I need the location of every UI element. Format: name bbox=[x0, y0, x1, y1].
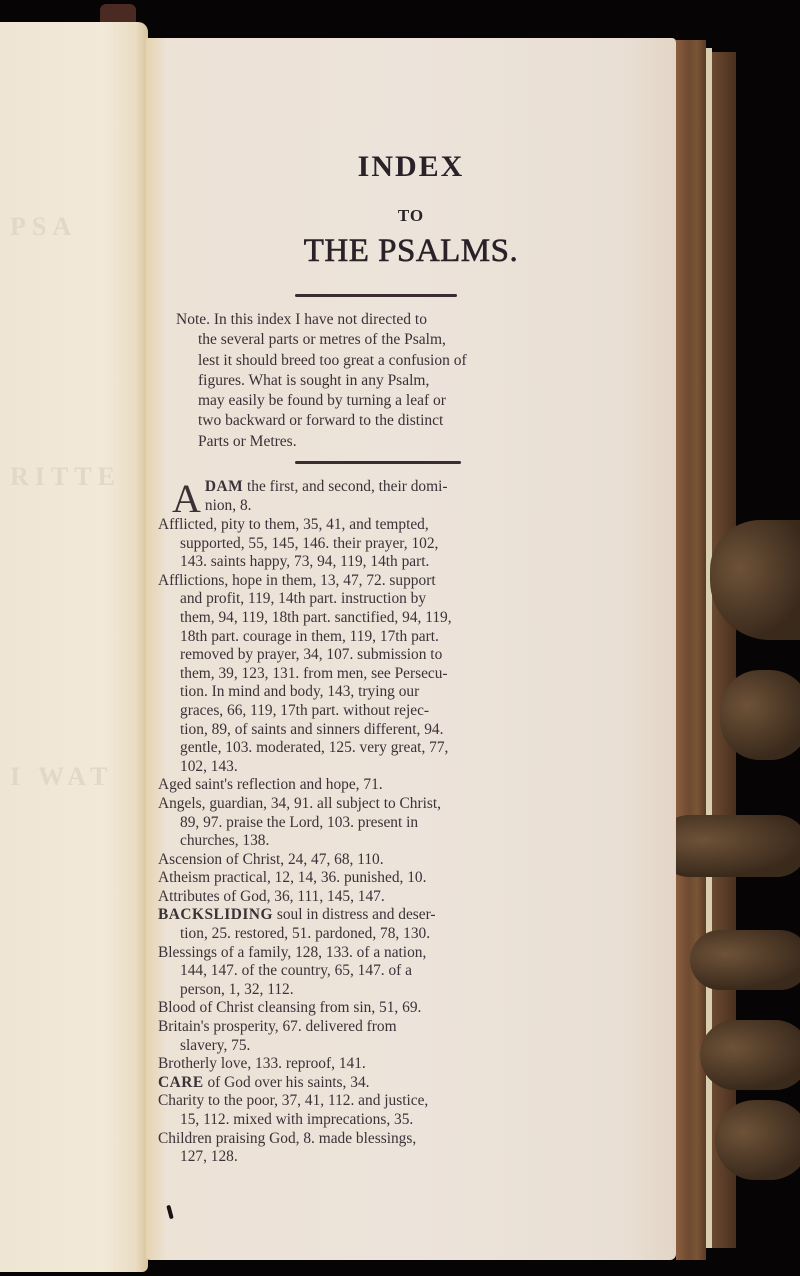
finger bbox=[690, 930, 800, 990]
index-title-psalms: THE PSALMS. bbox=[303, 233, 519, 269]
index-entry bbox=[158, 1092, 588, 1129]
entry-text: tion. In mind and body, 143, trying our bbox=[180, 683, 420, 701]
entry-head: Attributes bbox=[158, 887, 220, 905]
entry-text: of a family, 128, 133. of a nation, bbox=[220, 943, 427, 961]
note-line: Parts or Metres. bbox=[198, 432, 297, 450]
entry-text: 143. saints happy, 73, 94, 119, 14th part. bbox=[180, 553, 430, 571]
index-entry-adam bbox=[158, 476, 588, 521]
entry-text: 89, 97. praise the Lord, 103. present in bbox=[180, 813, 419, 831]
index-entry bbox=[158, 572, 588, 777]
entry-text: to the poor, 37, 41, 112. and justice, bbox=[208, 1092, 429, 1110]
entry-text: 102, 143. bbox=[180, 757, 238, 775]
index-entry bbox=[158, 516, 588, 572]
entry-text: of God, 36, 111, 145, 147. bbox=[223, 887, 385, 905]
note-line: lest it should breed too great a confusion of bbox=[198, 351, 467, 369]
show-through-text: I WAT bbox=[10, 762, 114, 791]
show-through-text: PSA bbox=[10, 212, 78, 241]
note-line: may easily be found by turning a leaf or bbox=[198, 392, 446, 410]
entry-text: slavery, 75. bbox=[180, 1036, 251, 1054]
finger bbox=[715, 1100, 800, 1180]
entry-head: Children bbox=[158, 1129, 212, 1147]
entry-text: person, 1, 32, 112. bbox=[180, 980, 294, 998]
note-line: the several parts or metres of the Psalm, bbox=[198, 331, 446, 349]
index-title: INDEX bbox=[357, 150, 465, 183]
entry-head: Afflicted, bbox=[158, 516, 218, 533]
holding-hand bbox=[660, 480, 800, 1200]
entry-text: removed by prayer, 34, 107. submission to bbox=[180, 646, 443, 664]
entry-text: the first, and second, their domi- bbox=[247, 478, 448, 495]
finger bbox=[700, 1020, 800, 1090]
note-line: figures. What is sought in any Psalm, bbox=[198, 371, 430, 389]
index-entry bbox=[158, 944, 588, 1000]
note-line: Note. In this index I have not directed to bbox=[176, 311, 427, 328]
index-entry-backsliding bbox=[158, 906, 588, 943]
divider-rule bbox=[295, 294, 457, 297]
entry-head: CARE bbox=[158, 1073, 204, 1091]
index-entry bbox=[158, 1018, 588, 1055]
index-entry bbox=[158, 869, 588, 888]
index-title-to: TO bbox=[397, 206, 425, 225]
entry-text: hope in them, 13, 47, 72. support bbox=[232, 571, 436, 589]
entry-text: tion, 89, of saints and sinners different, 94. bbox=[180, 720, 444, 738]
entry-head: Afflictions, bbox=[158, 571, 229, 589]
entry-text: practical, 12, 14, 36. punished, 10. bbox=[214, 869, 427, 887]
entry-text: 18th part. courage in them, 119, 17th part. bbox=[180, 627, 439, 645]
entry-text: of Christ cleansing from sin, 51, 69. bbox=[199, 999, 422, 1017]
show-through-text: RITTE bbox=[10, 462, 121, 491]
index-entry bbox=[158, 851, 588, 870]
entry-text: supported, 55, 145, 146. their prayer, 102, bbox=[180, 534, 439, 552]
index-entry bbox=[158, 1055, 588, 1074]
entry-head: Aged bbox=[158, 776, 192, 794]
entry-text: soul in distress and deser- bbox=[276, 906, 436, 924]
entry-text: praising God, 8. made blessings, bbox=[215, 1129, 417, 1147]
note-line: two backward or forward to the distinct bbox=[198, 412, 444, 430]
entry-text: prosperity, 67. delivered from bbox=[213, 1018, 397, 1036]
index-entry bbox=[158, 795, 588, 851]
entry-text: them, 39, 123, 131. from men, see Persecu- bbox=[180, 664, 448, 682]
entry-head: Brotherly bbox=[158, 1055, 217, 1073]
finger bbox=[658, 815, 800, 877]
entry-head: Blessings bbox=[158, 943, 218, 961]
entry-text: tion, 25. restored, 51. pardoned, 78, 130. bbox=[180, 925, 431, 943]
index-entry bbox=[158, 999, 588, 1018]
index-entry bbox=[158, 776, 588, 795]
entry-text: them, 94, 119, 18th part. sanctified, 94, 119, bbox=[180, 608, 452, 626]
entry-head: Blood bbox=[158, 999, 196, 1017]
entry-head: Atheism bbox=[158, 869, 211, 887]
entry-text: and profit, 119, 14th part. instruction by bbox=[180, 590, 427, 608]
entry-text: of God over his saints, 34. bbox=[207, 1073, 370, 1091]
index-entries bbox=[158, 478, 588, 1167]
entry-head: DAM bbox=[204, 478, 244, 495]
entry-text: of Christ, 24, 47, 68, 110. bbox=[225, 850, 384, 868]
finger bbox=[720, 670, 800, 760]
entry-head: Britain's bbox=[158, 1018, 210, 1036]
entry-text: saint's reflection and hope, 71. bbox=[195, 776, 383, 794]
entry-text: 15, 112. mixed with imprecations, 35. bbox=[180, 1111, 414, 1128]
entry-head: Angels, bbox=[158, 794, 206, 812]
entry-text: pity to them, 35, 41, and tempted, bbox=[220, 516, 429, 533]
entry-head: Charity bbox=[158, 1092, 205, 1110]
left-page bbox=[0, 22, 148, 1272]
entry-text: churches, 138. bbox=[180, 832, 270, 850]
divider-rule bbox=[295, 461, 461, 464]
entry-head: BACKSLIDING bbox=[158, 906, 273, 924]
entry-text: 127, 128. bbox=[180, 1148, 238, 1166]
index-entry-care bbox=[158, 1074, 588, 1093]
entry-text: guardian, 34, 91. all subject to Christ, bbox=[209, 794, 441, 812]
index-entry bbox=[158, 1130, 588, 1167]
entry-text: nion, 8. bbox=[204, 496, 252, 514]
drop-cap: A bbox=[172, 476, 201, 521]
index-entry bbox=[158, 888, 588, 907]
entry-text: gentle, 103. moderated, 125. very great, 77, bbox=[180, 739, 449, 757]
entry-text: graces, 66, 119, 17th part. without rejec- bbox=[180, 701, 430, 719]
entry-text: love, 133. reproof, 141. bbox=[220, 1055, 366, 1073]
index-note bbox=[176, 310, 590, 452]
finger bbox=[710, 520, 800, 640]
entry-text: 144, 147. of the country, 65, 147. of a bbox=[180, 962, 412, 980]
entry-head: Ascension bbox=[158, 850, 223, 868]
